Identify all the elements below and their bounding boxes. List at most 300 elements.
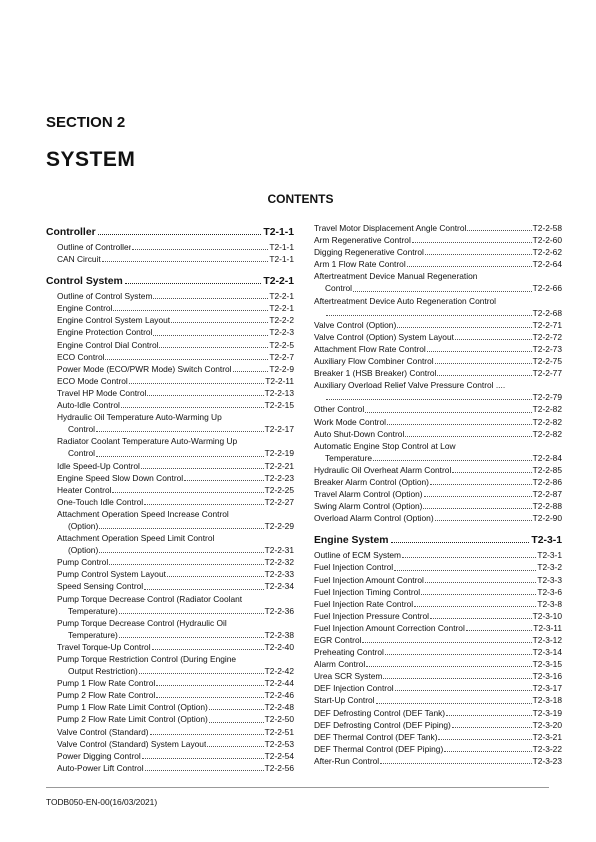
entry-title: Speed Sensing Control [57,581,144,592]
toc-entry[interactable] [314,416,562,428]
entry-page-number: T2-2-54 [264,750,294,761]
entry-title: Power Mode (ECO/PWR Mode) Switch Control [57,363,232,374]
toc-entry[interactable] [46,314,294,326]
entry-page-number: T2-1-1 [269,254,294,265]
dot-leader [326,399,532,400]
toc-entry[interactable] [46,241,294,253]
entry-title: Hydraulic Oil Overheat Alarm Control [314,464,452,475]
entry-page-number: T2-2-71 [532,319,562,330]
dot-leader [152,649,264,650]
dot-leader [153,335,268,336]
dot-leader [156,697,263,698]
entry-title: Temperature) [68,605,118,616]
entry-title: Auxiliary Flow Combiner Control [314,356,434,367]
dot-leader [353,291,532,292]
entry-page-number: T2-2-23 [264,472,294,483]
entry-title: Start-Up Control [314,695,375,706]
toc-entry[interactable] [314,343,562,355]
toc-entry-line[interactable]: Aftertreatment Device Auto Regeneration Control [314,295,497,306]
entry-page-number: T2-2-77 [532,368,562,379]
document-code: TODB050-EN-00(16/03/2021) [46,797,158,807]
heading-title: Controller [46,227,96,238]
toc-entry[interactable] [46,253,294,265]
entry-title: Valve Control (Standard) [57,726,149,737]
dot-leader [207,746,263,747]
toc-entry[interactable] [46,460,294,472]
toc-entry[interactable] [314,319,562,331]
entry-title: Engine Control Dial Control [57,339,159,350]
dot-leader [407,266,532,267]
dot-leader [414,606,536,607]
toc-entry[interactable] [46,629,294,641]
dot-leader [150,734,264,735]
toc-entry[interactable] [46,339,294,351]
toc-section-heading[interactable] [314,533,562,546]
toc-entry[interactable] [46,290,294,302]
entry-page-number: T2-2-84 [532,452,562,463]
dot-leader [455,339,532,340]
dot-leader [383,678,531,679]
heading-page-number: T2-1-1 [263,227,294,238]
toc-entry[interactable] [314,403,562,415]
toc-entry[interactable] [314,367,562,379]
entry-title: ECO Control [57,351,105,362]
dot-leader [119,637,264,638]
entry-page-number: T2-3-11 [533,622,562,633]
toc-entry[interactable] [46,544,294,556]
entry-title: Breaker 1 (HSB Breaker) Control [314,368,437,379]
dot-leader [144,589,264,590]
toc-entry-line[interactable]: Hydraulic Oil Temperature Auto-Warming Up [57,412,222,423]
entry-page-number: T2-2-58 [532,223,562,233]
entry-title: Valve Control (Standard) System Layout [57,738,207,749]
dot-leader [105,359,268,360]
toc-entry[interactable] [314,391,562,403]
toc-section-heading[interactable] [46,274,294,287]
entry-page-number: T2-2-56 [264,762,294,773]
dot-leader [430,618,532,619]
toc-entry[interactable] [314,452,562,464]
toc-entry[interactable] [314,476,562,488]
entry-page-number: T2-2-82 [532,404,562,415]
toc-section-heading[interactable] [46,225,294,238]
dot-leader [394,570,536,571]
entry-page-number: T2-3-3 [537,574,562,585]
entry-page-number: T2-2-72 [532,331,562,342]
entry-page-number: T2-2-85 [532,464,562,475]
entry-title: Engine Control System Layout [57,315,171,326]
entry-title: Other Control [314,404,365,415]
entry-title: Travel Alarm Control (Option) [314,489,423,500]
entry-title: Outline of ECM System [314,550,402,561]
toc-entry-line[interactable]: Radiator Coolant Temperature Auto-Warming Up [57,436,238,447]
heading-page-number: T2-2-1 [263,276,294,288]
toc-entry[interactable] [314,428,562,440]
toc-entry[interactable] [314,500,562,512]
dot-leader [412,242,532,243]
dot-leader [376,703,532,704]
entry-title: Breaker Alarm Control (Option) [314,476,429,487]
entry-title: CAN Circuit [57,254,101,265]
entry-page-number: T2-2-21 [264,460,294,471]
dot-leader [132,249,268,250]
entry-title: Pump Control System Layout [57,569,166,580]
dot-leader [395,690,532,691]
entry-title: After-Run Control [314,755,380,766]
section-label: SECTION 2 [46,114,126,131]
dot-leader [423,508,531,509]
toc-entry[interactable] [46,399,294,411]
toc-entry[interactable] [314,234,562,246]
entry-title: Outline of Control System [57,291,153,302]
entry-title: Control [68,448,95,459]
toc-entry[interactable] [314,561,562,573]
entry-page-number: T2-3-20 [532,719,562,730]
toc-entry[interactable] [314,622,562,634]
toc-entry[interactable] [46,472,294,484]
entry-title: Overload Alarm Control (Option) [314,513,434,524]
entry-title: Fuel Injection Rate Control [314,598,414,609]
entry-title: (Option) [68,520,99,531]
entry-page-number: T2-3-10 [532,610,562,621]
dot-leader [145,770,264,771]
toc-entry[interactable] [314,574,562,586]
entry-title: Engine Speed Slow Down Control [57,472,184,483]
toc-entry[interactable] [46,689,294,701]
entry-page-number: T2-2-31 [264,545,294,556]
entry-title: Valve Control (Option) System Layout [314,331,454,342]
dot-leader [435,363,532,364]
dot-leader [366,666,531,667]
toc-entry[interactable] [46,351,294,363]
dot-leader [380,763,532,764]
entry-page-number: T2-2-44 [264,678,294,689]
dot-leader [446,715,532,716]
toc-entry[interactable] [46,750,294,762]
toc-entry[interactable] [314,731,562,743]
entry-title: Arm Regenerative Control [314,235,411,246]
heading-title: Engine System [314,535,389,547]
entry-page-number: T2-2-38 [264,629,294,640]
entry-page-number: T2-2-73 [532,343,562,354]
entry-title: Digging Regenerative Control [314,247,424,258]
dot-leader [438,739,531,740]
entry-page-number: T2-3-23 [532,755,562,766]
dot-leader [424,496,532,497]
entry-title: Outline of Controller [57,242,132,252]
entry-title: Pump Control [57,557,109,568]
dot-leader [452,472,531,473]
toc-entry[interactable] [314,331,562,343]
entry-title: DEF Defrosting Control (DEF Tank) [314,707,446,718]
toc-entry[interactable] [314,549,562,561]
entry-page-number: T2-2-17 [264,424,294,435]
toc-entry[interactable] [314,707,562,719]
dot-leader [209,709,264,710]
entry-page-number: T2-2-53 [264,738,294,749]
toc-entry[interactable] [46,447,294,459]
entry-page-number: T2-2-3 [269,327,294,338]
entry-page-number: T2-2-33 [264,569,294,580]
entry-page-number: T2-3-2 [537,562,562,573]
dot-leader [467,230,531,231]
toc-left-column [46,222,294,774]
dot-leader [141,468,264,469]
entry-page-number: T2-2-5 [269,339,294,350]
dot-leader [373,460,532,461]
toc-entry[interactable] [314,719,562,731]
entry-title: Pump 1 Flow Rate Control [57,678,156,689]
entry-title: Auto-Idle Control [57,400,120,411]
entry-title: Pump 2 Flow Rate Limit Control (Option) [57,714,208,725]
dot-leader [99,552,263,553]
entry-title: Auto-Power Lift Control [57,762,144,773]
toc-entry[interactable] [314,658,562,670]
entry-title: Auto Shut-Down Control [314,428,405,439]
toc-entry[interactable] [314,464,562,476]
entry-title: Alarm Control [314,659,366,670]
toc-entry[interactable] [46,496,294,508]
heading-title: Control System [46,276,123,288]
entry-title: Heater Control [57,484,112,495]
dot-leader [184,480,264,481]
contents-title: CONTENTS [267,192,334,206]
toc-entry-line[interactable]: Pump Torque Decrease Control (Hydraulic Oil [57,617,227,628]
entry-page-number: T2-3-12 [532,635,562,645]
dot-leader [405,436,531,437]
dot-leader [444,751,531,752]
entry-title: Control [68,424,95,435]
entry-page-number: T2-2-15 [264,400,294,411]
toc-entry[interactable] [46,605,294,617]
toc-entry[interactable] [314,355,562,367]
entry-page-number: T2-2-34 [264,581,294,592]
entry-page-number: T2-3-17 [532,683,562,694]
dot-leader [153,298,268,299]
entry-page-number: T2-2-68 [532,307,562,318]
toc-entry[interactable] [314,512,562,524]
dot-leader [167,576,264,577]
toc-entry[interactable] [314,282,562,294]
footer-divider [46,787,549,788]
entry-page-number: T2-2-11 [265,375,294,386]
dot-leader [326,315,532,316]
toc-entry-line[interactable]: Auxiliary Overload Relief Valve Pressure Control .... [314,380,506,391]
dot-leader [437,375,531,376]
dot-leader [397,327,531,328]
toc-entry[interactable] [46,484,294,496]
entry-page-number: T2-2-51 [264,726,294,737]
entry-page-number: T2-2-90 [532,513,562,524]
entry-title: Engine Control [57,303,113,314]
entry-title: Travel HP Mode Control [57,387,147,398]
entry-page-number: T2-2-48 [264,702,294,713]
dot-leader [391,542,530,543]
toc-entry-line[interactable]: Attachment Operation Speed Increase Control [57,508,229,519]
entry-page-number: T2-2-66 [532,283,562,294]
entry-title: (Option) [68,545,99,556]
entry-page-number: T2-3-22 [532,743,562,754]
entry-title: Attachment Flow Rate Control [314,343,426,354]
dot-leader [144,504,264,505]
entry-title: DEF Injection Control [314,683,394,694]
toc-entry[interactable] [46,713,294,725]
entry-page-number: T2-2-60 [532,235,562,246]
dot-leader [425,582,536,583]
dot-leader [113,310,268,311]
toc-entry[interactable] [46,641,294,653]
toc-entry[interactable] [314,222,562,234]
dot-leader [139,673,264,674]
entry-title: Temperature) [68,629,118,640]
entry-page-number: T2-3-14 [532,647,562,658]
toc-entry[interactable] [46,423,294,435]
toc-entry[interactable] [46,665,294,677]
toc-entry[interactable] [46,738,294,750]
entry-page-number: T2-2-29 [264,520,294,531]
entry-title: Control [325,283,352,294]
toc-entry[interactable] [314,646,562,658]
entry-page-number: T2-3-19 [532,707,562,718]
entry-page-number: T2-3-16 [532,671,562,682]
entry-page-number: T2-2-79 [532,392,562,403]
dot-leader [109,564,263,565]
toc-entry[interactable] [46,762,294,774]
entry-title: Travel Torque-Up Control [57,641,151,652]
dot-leader [365,412,531,413]
entry-title: Temperature [325,452,373,463]
dot-leader [121,407,264,408]
dot-leader [99,528,263,529]
dot-leader [452,727,532,728]
dot-leader [147,395,263,396]
dot-leader [362,642,531,643]
dot-leader [402,557,536,558]
entry-title: Arm 1 Flow Rate Control [314,259,406,270]
heading-page-number: T2-3-1 [531,535,562,547]
dot-leader [159,347,268,348]
toc-entry[interactable] [46,387,294,399]
entry-title: Pump 1 Flow Rate Limit Control (Option) [57,702,208,713]
toc-entry-line[interactable]: Pump Torque Restriction Control (During Engine [57,654,237,664]
entry-page-number: T2-2-40 [264,641,294,652]
entry-page-number: T2-2-36 [264,605,294,616]
section-title: SYSTEM [46,148,136,171]
dot-leader [102,261,269,262]
entry-title: Fuel Injection Control [314,562,394,573]
dot-leader [385,654,532,655]
toc-entry-line[interactable]: Automatic Engine Stop Control at Low [314,440,456,451]
dot-leader [233,371,269,372]
toc-entry[interactable] [314,670,562,682]
entry-title: Swing Alarm Control (Option) [314,501,423,512]
entry-title: Urea SCR System [314,671,383,682]
entry-title: DEF Thermal Control (DEF Piping) [314,743,444,754]
entry-title: One-Touch Idle Control [57,496,144,507]
entry-page-number: T2-2-82 [532,416,562,427]
toc-entry[interactable] [46,363,294,375]
entry-page-number: T2-2-86 [532,476,562,487]
toc-entry[interactable] [314,755,562,767]
entry-title: ECO Mode Control [57,375,128,386]
dot-leader [96,431,264,432]
toc-entry[interactable] [314,307,562,319]
toc-entry[interactable] [314,610,562,622]
toc-entry[interactable] [314,488,562,500]
dot-leader [171,322,268,323]
dot-leader [430,484,532,485]
entry-page-number: T2-2-75 [532,356,562,367]
dot-leader [435,520,532,521]
entry-title: Pump 2 Flow Rate Control [57,690,156,701]
entry-page-number: T2-2-50 [264,714,294,725]
dot-leader [142,758,264,759]
dot-leader [125,283,262,284]
entry-title: Travel Motor Displacement Angle Control [314,223,467,233]
dot-leader [209,722,264,723]
entry-title: Preheating Control [314,647,384,658]
entry-page-number: T2-2-1 [269,291,294,302]
entry-title: Valve Control (Option) [314,319,397,330]
entry-title: DEF Thermal Control (DEF Tank) [314,731,438,742]
toc-entry[interactable] [314,694,562,706]
dot-leader [425,254,532,255]
entry-title: Power Digging Control [57,750,141,761]
dot-leader [387,424,532,425]
toc-entry[interactable] [314,246,562,258]
entry-title: Engine Protection Control [57,327,153,338]
toc-entry[interactable] [46,726,294,738]
toc-entry[interactable] [46,677,294,689]
entry-page-number: T2-2-32 [264,557,294,568]
toc-entry[interactable] [46,375,294,387]
toc-entry[interactable] [46,556,294,568]
toc-entry-line[interactable]: Pump Torque Decrease Control (Radiator Coolant [57,593,243,604]
toc-entry[interactable] [314,634,562,646]
entry-page-number: T2-2-7 [269,351,294,362]
toc-entry[interactable] [314,743,562,755]
entry-page-number: T2-2-27 [264,496,294,507]
entry-page-number: T2-2-42 [264,666,294,677]
toc-entry[interactable] [46,302,294,314]
toc-entry[interactable] [46,326,294,338]
toc-entry[interactable] [314,682,562,694]
dot-leader [112,492,263,493]
dot-leader [466,630,532,631]
toc-entry[interactable] [46,520,294,532]
entry-title: Fuel Injection Amount Correction Control [314,622,465,633]
dot-leader [119,613,264,614]
entry-page-number: T2-2-64 [532,259,562,270]
toc-entry[interactable] [314,258,562,270]
entry-page-number: T2-2-19 [264,448,294,459]
toc-entry[interactable] [46,580,294,592]
toc-entry-line[interactable]: Attachment Operation Speed Limit Control [57,533,215,544]
entry-page-number: T2-2-13 [264,387,294,398]
entry-title: Output Restriction) [68,666,138,677]
toc-entry[interactable] [46,701,294,713]
entry-page-number: T2-2-46 [264,690,294,701]
entry-page-number: T2-3-1 [537,550,562,561]
toc-entry-line[interactable]: Aftertreatment Device Manual Regeneration [314,271,478,282]
entry-page-number: T2-3-8 [537,598,562,609]
toc-entry[interactable] [46,568,294,580]
dot-leader [156,685,263,686]
toc-entry[interactable] [314,598,562,610]
toc-entry[interactable] [314,586,562,598]
entry-title: DEF Defrosting Control (DEF Piping) [314,719,451,730]
dot-leader [96,456,264,457]
